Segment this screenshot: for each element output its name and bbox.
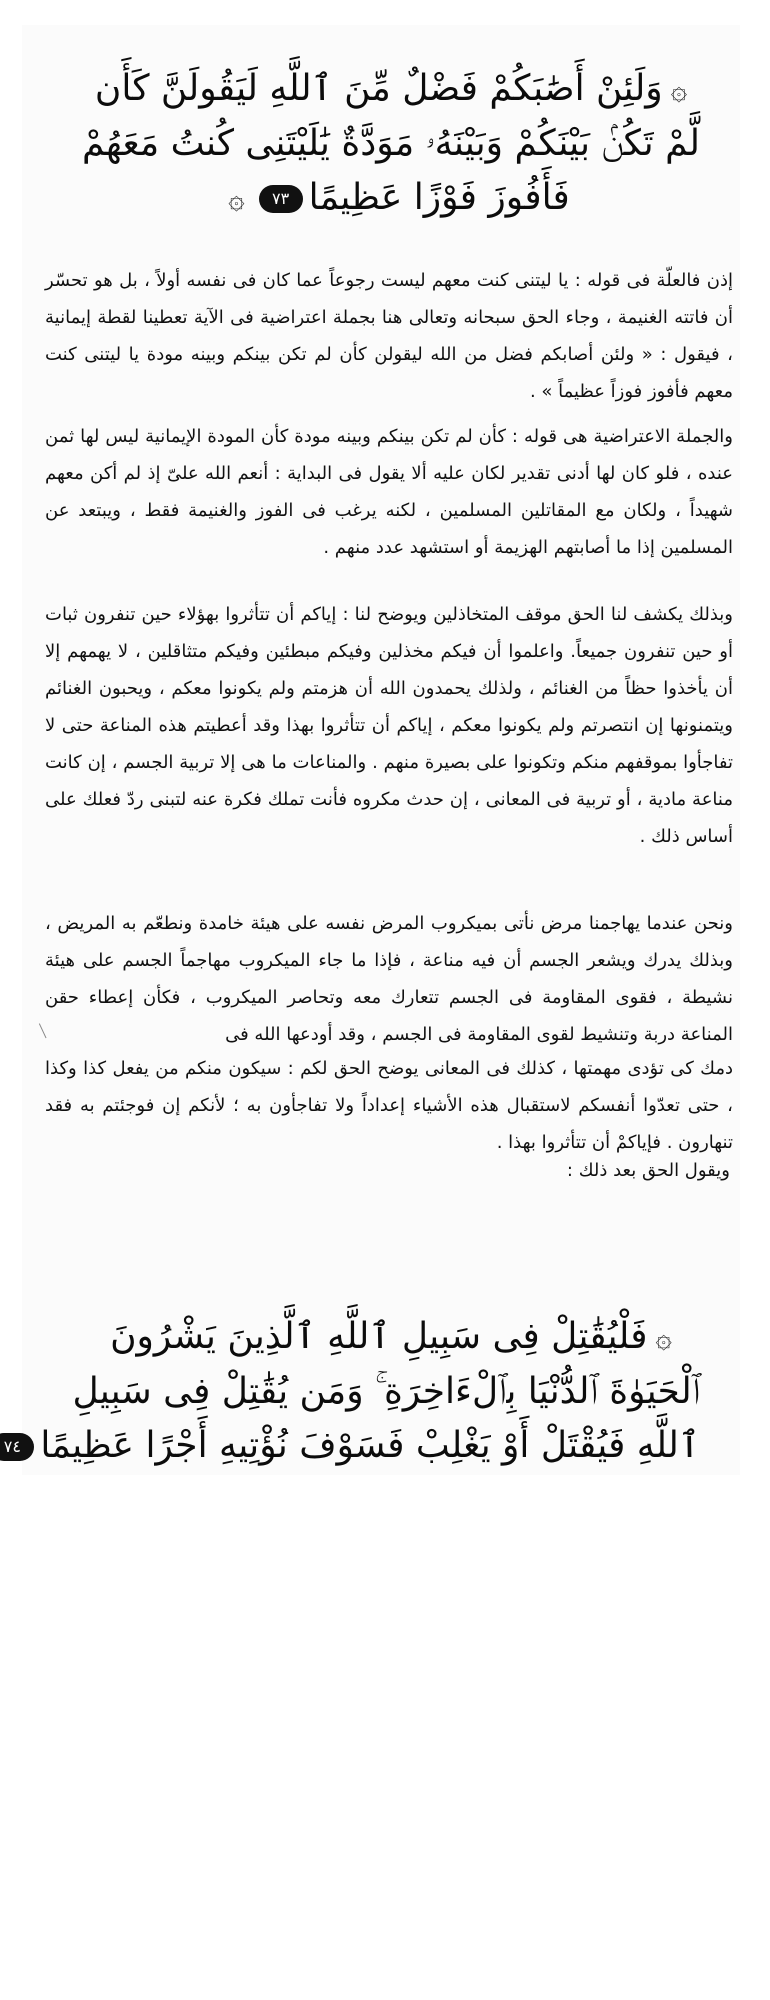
verse-top-line	[90, 171, 700, 226]
commentary-paragraph: ونحن عندما يهاجمنا مرض نأتى بميكروب المرض نفسه على هيئة خامدة ونطعّم به المريض ، وبذلك يدرك ويشعر الجسم أن فيه مناعة ، فإذا ما جاء الميكروب مهاجماً الجسم على هيئة نشيطة ، فقوى المقاومة فى الجسم تتعارك معه وتحاصر الميكروب ، فكأن إعطاء حقن المناعة دربة وتنشيط لقوى المقاومة فى الجسم ، وقد أودعها الله فى	[45, 913, 733, 1045]
commentary-paragraph: والجملة الاعتراضية هى قوله : كأن لم تكن بينكم وبينه مودة كأن المودة الإيمانية ليس لها ثمن عنده ، فلو كان لها أدنى تقدير لكان عليه ألا يقول فى البداية : أنعم الله علىّ إذ لم أكن معهم شهيداً ، ولكان مع المقاتلين المسلمين ، لكنه يرغب فى الفوز والغنيمة فقط ، ويبتعد عن المسلمين إذا ما أصابتهم الهزيمة أو استشهد عدد منهم .	[45, 426, 733, 558]
verse-end-ornament-icon: ۞	[228, 182, 245, 215]
ayah-number-badge: ٧٤	[0, 1433, 34, 1461]
transition-line: ويقول الحق بعد ذلك :	[566, 1160, 730, 1181]
verse-bottom	[3, 1310, 700, 1474]
commentary-paragraph: دمك كى تؤدى مهمتها ، كذلك فى المعانى يوضح الحق لكم : سيكون منكم من يفعل كذا وكذا ، حتى تعدّوا أنفسكم لاستقبال هذه الأشياء إعداداً ولا تفاجأون به ؛ لأنكم إن فوجئتم به فقد تنهارون . فإياكمْ أن تتأثروا بهذا .	[45, 1058, 733, 1153]
verse-top-line-text: فَأَفُوزَ فَوْزًا عَظِيمًا	[308, 177, 570, 218]
verse-top-line-text: لَّمْ تَكُنۢ بَيْنَكُمْ وَبَيْنَهُۥ مَوَدَّةٌ يَٰلَيْتَنِى كُنتُ مَعَهُمْ	[81, 123, 700, 164]
verse-top-line	[90, 62, 700, 117]
verse-bottom-line-text: ٱلْحَيَوٰةَ ٱلدُّنْيَا بِٱلْءَاخِرَةِ ۚ وَمَن يُقَٰتِلْ فِى سَبِيلِ	[72, 1371, 700, 1412]
verse-start-ornament-icon: ۞	[670, 73, 688, 106]
verse-bottom-line	[3, 1419, 700, 1474]
verse-top-line	[81, 117, 700, 171]
verse-bottom-line-text: فَلْيُقَٰتِلْ فِى سَبِيلِ ٱللَّهِ ٱلَّذِينَ يَشْرُونَ	[110, 1316, 648, 1357]
verse-top-line-text: وَلَئِنْ أَصَٰبَكُمْ فَضْلٌ مِّنَ ٱللَّهِ لَيَقُولَنَّ كَأَن	[94, 68, 663, 109]
commentary-paragraph: إذن فالعلّة فى قوله : يا ليتنى كنت معهم ليست رجوعاً عما كان فى نفسه أولاً ، بل هو تحسّر أن فاتته الغنيمة ، وجاء الحق سبحانه وتعالى هنا بجملة اعتراضية فى الآية تعطينا لقطة إيمانية ، فيقول : « ولئن أصابكم فضل من الله ليقولن كأن لم تكن بينكم وبينه مودة يا ليتنى كنت معهم فأفوز فوزاً عظيماً » .	[45, 270, 733, 402]
verse-bottom-line	[72, 1365, 700, 1419]
verse-top	[81, 62, 700, 226]
verse-bottom-line	[90, 1310, 700, 1365]
commentary-paragraph: وبذلك يكشف لنا الحق موقف المتخاذلين ويوضح لنا : إياكم أن تتأثروا بهؤلاء حين تنفرون ثبات أو حين تنفرون جميعاً. واعلموا أن فيكم مخذلين وفيكم مبطئين وفيكم متثاقلين ، لا يهمهم إلا أن يأخذوا حظاً من الغنائم ، ولذلك يحمدون الله أن هزمتم ولم يكونوا معكم ، ويحبون الغنائم ويتمنونها إن انتصرتم ولم يكونوا معكم ، إياكم أن تتأثروا بهذا وقد أعطيتم هذه المناعة حتى لا تفاجأوا بموقفهم منكم وتكونوا على بصيرة منهم . والمناعات ما هى إلا تربية الجسم ، إن كانت مناعة مادية ، أو تربية فى المعانى ، إن حدث مكروه فأنت تملك فكرة عنه لتبنى ردّ فعلك على أساس ذلك .	[45, 604, 733, 847]
verse-start-ornament-icon: ۞	[655, 1321, 672, 1354]
verse-bottom-line-text: ٱللَّهِ فَيُقْتَلْ أَوْ يَغْلِبْ فَسَوْفَ نُؤْتِيهِ أَجْرًا عَظِيمًا	[40, 1425, 700, 1466]
ayah-number-badge: ٧٣	[259, 185, 303, 213]
